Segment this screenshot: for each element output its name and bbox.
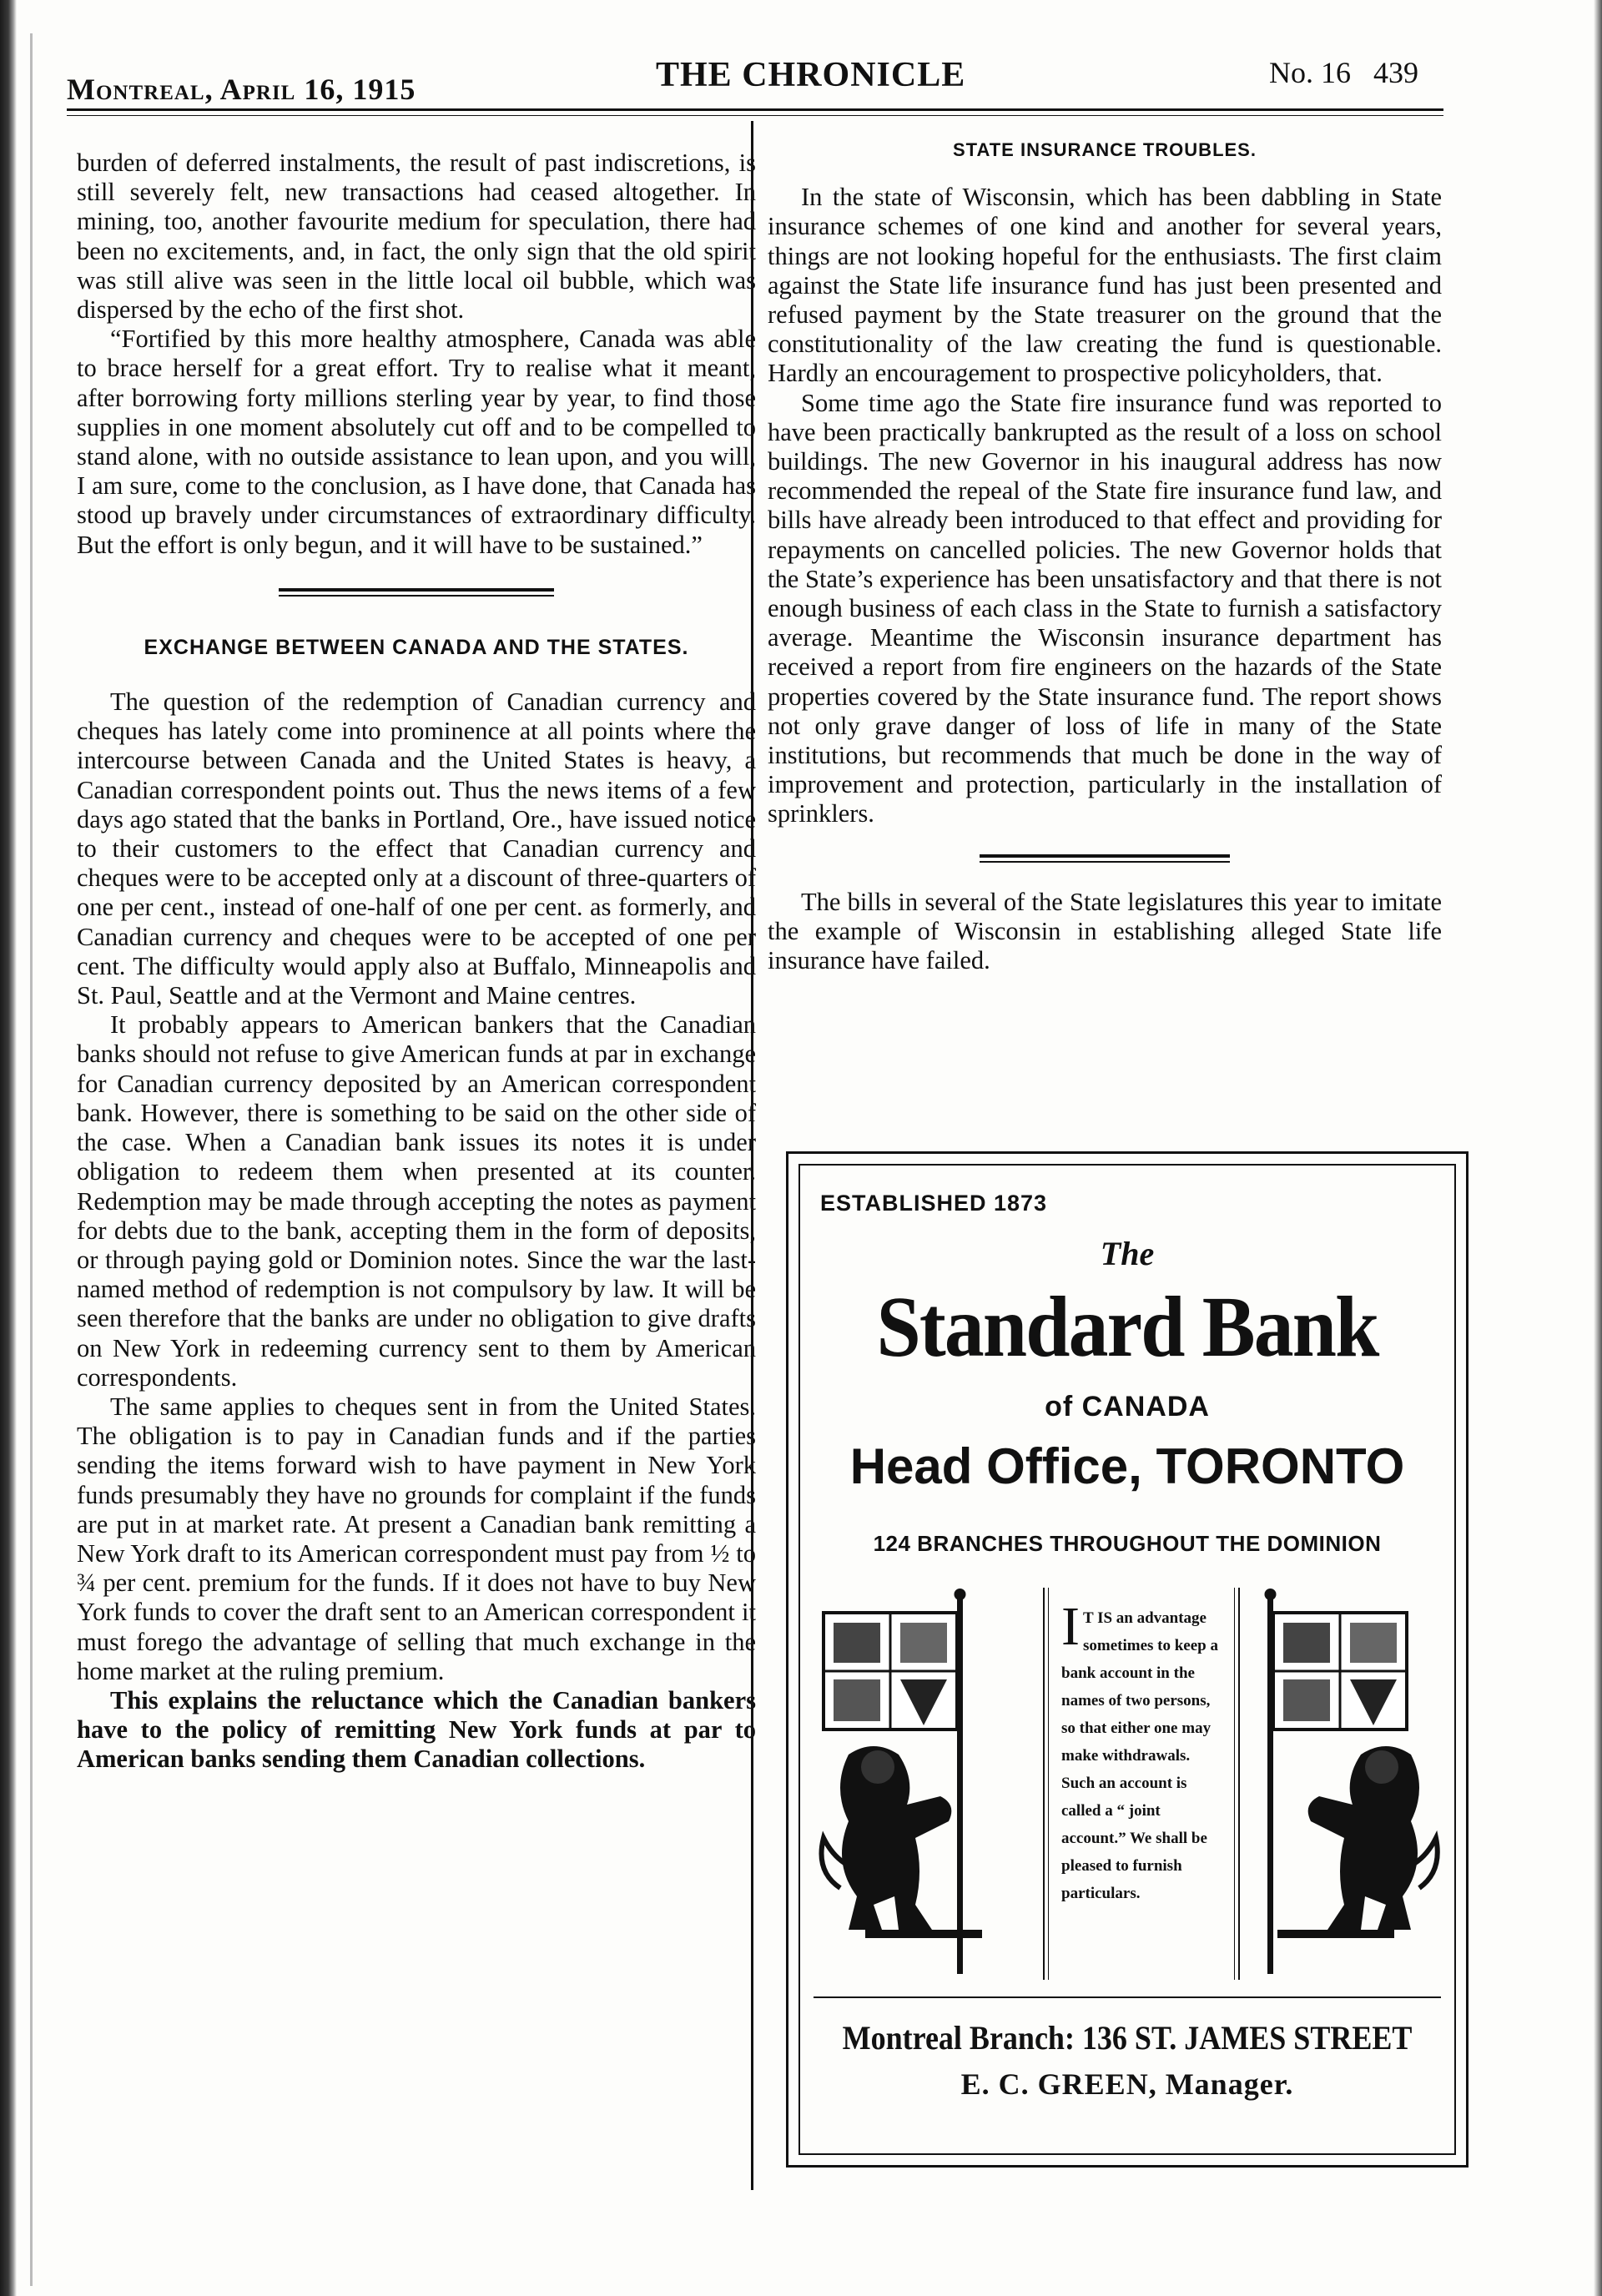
header-issue-page: No. 16 439	[1269, 56, 1418, 89]
exchange-paragraph-3: The same applies to cheques sent in from the United States. The obligation is to pay in Canadian funds and if the parties sending the items forward wish to have payment in New York funds presumably they have no grounds for complaint if the funds are put in at market rate. At present a Canadian bank remitting a New York draft to its American correspondent must pay from ½ to ¾ per cent. premium for the funds. If it does not have to buy New York funds to cover the draft sent to an American correspondent it must forego the advantage of selling that much exchange in the home market at the ruling premium.	[77, 1392, 756, 1685]
header-publication-title: THE CHRONICLE	[656, 56, 966, 94]
insurance-paragraph-1: In the state of Wisconsin, which has been dabbling in State insurance schemes of one kind and another for several years, things are not looking hopeful for the enthusiasts. The first claim against the State life insurance fund has just been presented and refused payment by the State treasurer on the ground that the constitutionality of the law creating the fund is questionable. Hardly an encouragement to prospective policyholders, that.	[768, 183, 1442, 388]
exchange-paragraph-1: The question of the redemption of Canadian currency and cheques has lately come into prominence at all points where the intercourse between Canada and the United States is heavy, a Canadian correspondent points out. Thus the news items of a few days ago stated that the banks in Portland, Ore., have issued notice to their customers to the effect that Canadian currency and cheques were to be accepted only at a discount of three-quarters of one per cent., instead of one-half of one per cent. as formerly, and Canadian currency and cheques were to be accepted of one per cent. The difficulty would apply also at Buffalo, Minneapolis and St. Paul, Seattle and at the Vermont and Maine centres.	[77, 687, 756, 1010]
lion-flag-illustration-left	[815, 1588, 1007, 1980]
section-divider	[279, 588, 554, 597]
ad-branches: 124 BRANCHES THROUGHOUT THE DOMINION	[873, 1531, 1382, 1556]
left-column	[77, 149, 756, 1775]
binding-shadow-line	[30, 33, 33, 2286]
right-column	[768, 135, 1442, 975]
notice-dropcap: I	[1061, 1596, 1080, 1657]
insurance-closing-paragraph: The bills in several of the State legislatures this year to imitate the example of Wisconsin in establishing alleged State life insurance have failed.	[768, 887, 1442, 975]
header-date: Montreal, April 16, 1915	[67, 73, 416, 106]
continued-paragraph: burden of deferred instalments, the result of past indiscretions, is still severely felt, new transactions had ceased altogether. In mining, too, another favourite medium for speculation, there had been no excitements, and, in fact, the only sign that the old spirit was still alive was seen in the little local oil bubble, which was dispersed by the echo of the first shot.	[77, 149, 756, 325]
running-header	[67, 48, 1435, 106]
ad-montreal-branch: Montreal Branch: 136 ST. JAMES STREET	[842, 2019, 1413, 2057]
ad-head-office: Head Office, TORONTO	[849, 1438, 1405, 1494]
insurance-paragraph-2: Some time ago the State fire insurance fund was reported to have been practically bankrupted as the result of a loss on school buildings. The new Governor in his inaugural address has now recommended the repeal of the State fire insurance fund law, and bills have already been introduced to that effect and providing for repayments on cancelled policies. The new Governor holds that the State’s experience has been unsatisfactory and that there is not enough business of each class in the State to furnish a satisfactory average. Meantime the Wisconsin insurance department has received a report from fire engineers on the hazards of the State properties covered by the State insurance fund. The report shows not only grave danger of loss of life in many of the State institutions, but recommends that much be done in the way of improvement and protection, particularly in the installation of sprinklers.	[768, 388, 1442, 828]
notice-body: T IS an advantage sometimes to keep a bank account in the names of two persons, so that either one may make withdrawals. Such an account is called a “ joint account.” We shall be pleased to furnish particulars.	[1061, 1609, 1218, 1902]
page-right-edge	[1594, 0, 1602, 2296]
joint-account-notice-text	[1061, 1596, 1227, 1907]
ad-bottom-rule	[814, 1996, 1441, 1998]
ad-established: ESTABLISHED 1873	[820, 1191, 1048, 1216]
lion-flag-illustration-right	[1252, 1588, 1444, 1980]
quote-paragraph: “Fortified by this more healthy atmosphere, Canada was able to brace herself for a great effort. Try to realise what it meant, after borrowing forty millions sterling year by year, to find those supplies in one moment absolutely cut off and to be compelled to stand alone, with no outside assistance to lean upon, and you will, I am sure, come to the conclusion, as I have done, that Canada has stood up bravely under circumstances of extraordinary difficulty. But the effort is only begun, and it will have to be sustained.”	[77, 325, 756, 559]
header-rule-thick	[67, 108, 1443, 111]
joint-account-notice-box	[1043, 1588, 1240, 1980]
ad-of-canada: of CANADA	[1045, 1391, 1210, 1422]
exchange-closing-paragraph: This explains the reluctance which the Canadian bankers have to the policy of remitting New York funds at par to American banks sending them Canadian collections.	[77, 1685, 756, 1774]
ad-the: The	[1100, 1235, 1155, 1272]
ad-manager: E. C. GREEN, Manager.	[960, 2067, 1294, 2101]
page-binding-edge	[0, 0, 17, 2296]
section-divider-right	[980, 854, 1230, 863]
ad-bank-name: Standard Bank	[876, 1279, 1378, 1375]
ad-illustration-panel	[814, 1588, 1423, 1980]
article-heading-exchange: EXCHANGE BETWEEN CANADA AND THE STATES.	[144, 635, 689, 659]
article-heading-state-insurance: STATE INSURANCE TROUBLES.	[953, 139, 1257, 160]
exchange-paragraph-2: It probably appears to American bankers that the Canadian banks should not refuse to give American funds at par in exchange for Canadian currency deposited by an American correspondent bank. However, there is something to be said on the other side of the case. When a Canadian bank issues its notes it is under obligation to redeem them when presented at its counter. Redemption may be made through accepting the notes as payment for debts due to the bank, accepting them in the form of deposits, or through paying gold or Dominion notes. Since the war the last-named method of redemption is not compulsory by law. It will be seen therefore that the banks are under no obligation to give drafts on New York in redeeming currency sent to them by American correspondents.	[77, 1010, 756, 1392]
header-rule-thin	[67, 115, 1443, 116]
standard-bank-advertisement	[786, 1151, 1468, 2168]
